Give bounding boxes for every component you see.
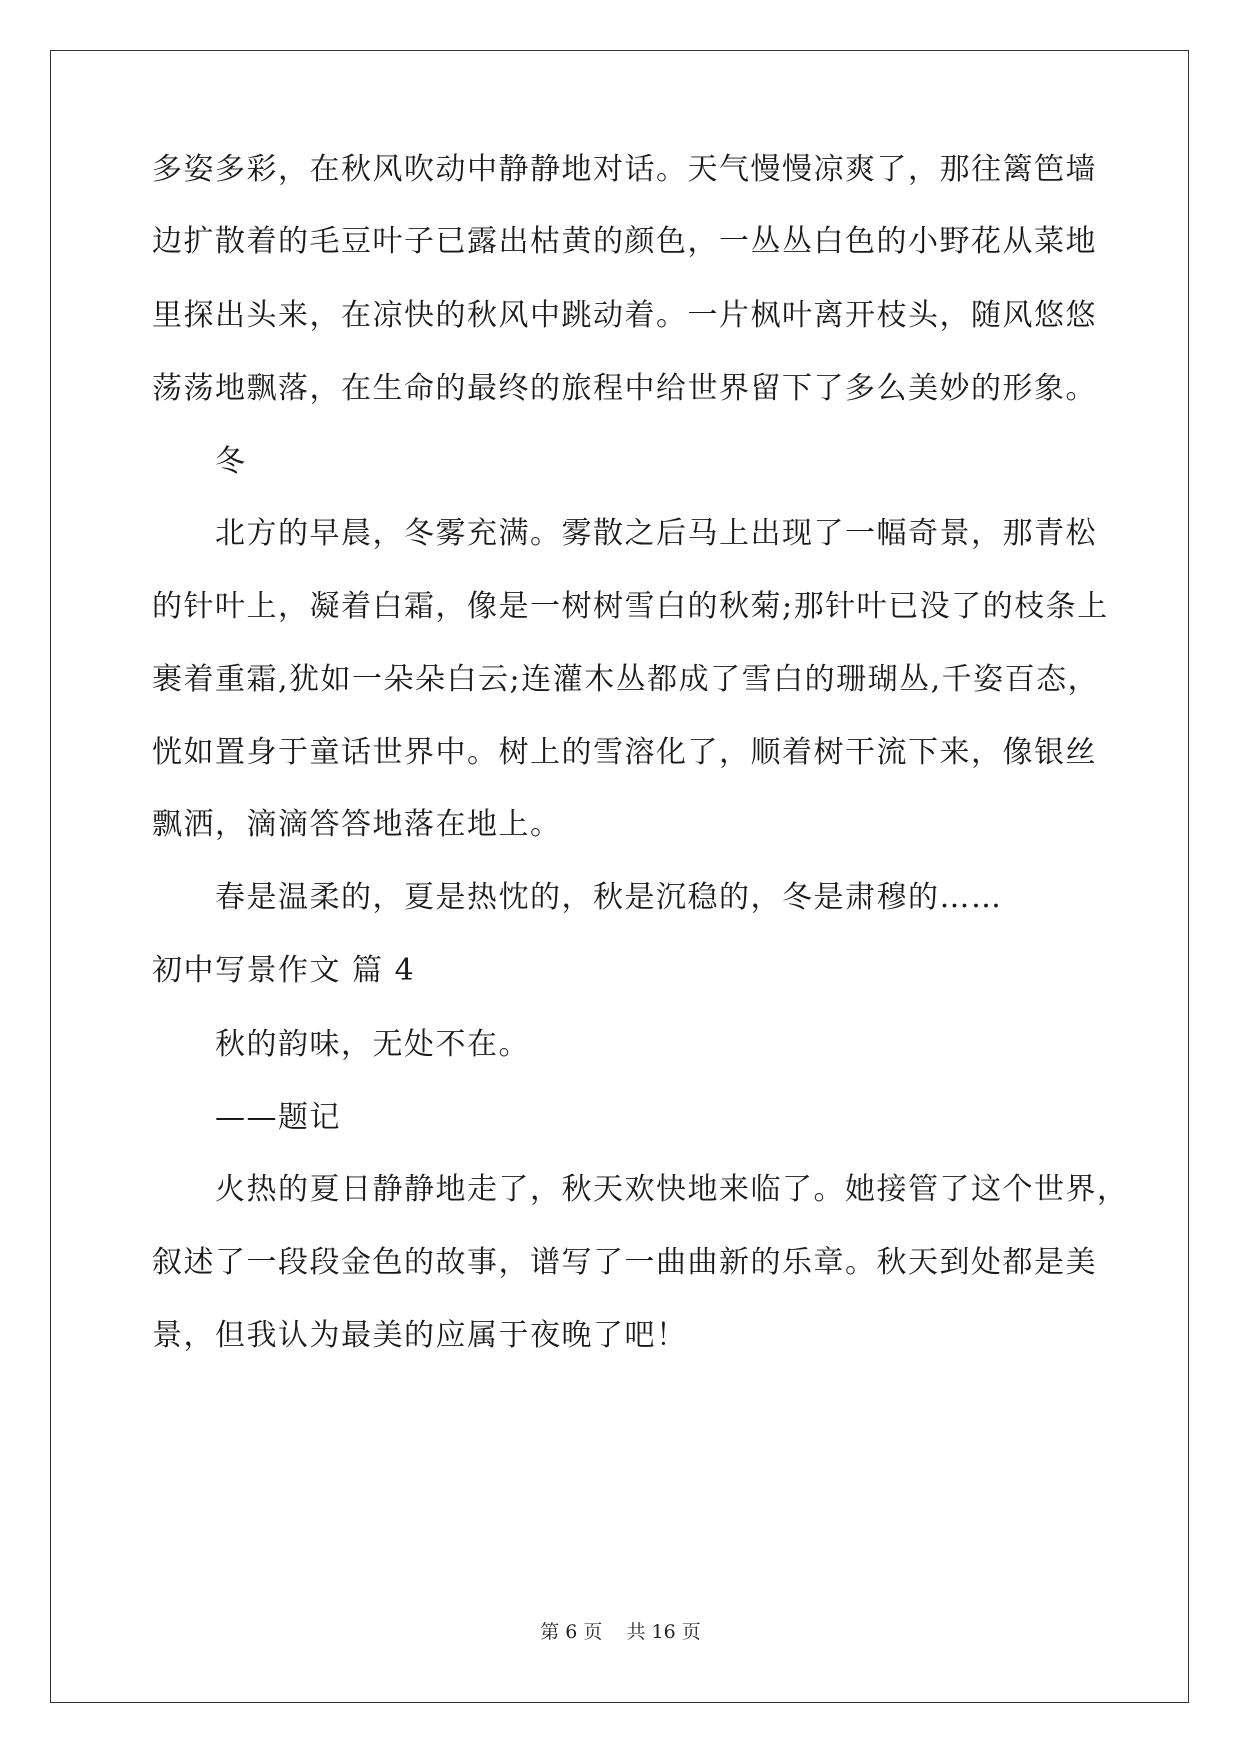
body-line: 的针叶上，凝着白霜，像是一树树雪白的秋菊;那针叶已没了的枝条上 <box>152 589 1109 624</box>
body-line: 多姿多彩，在秋风吹动中静静地对话。天气慢慢凉爽了，那往篱笆墙 <box>152 152 1097 187</box>
body-line: 里探出头来，在凉快的秋风中跳动着。一片枫叶离开枝头，随风悠悠 <box>152 298 1097 333</box>
page-footer <box>0 1620 1241 1644</box>
body-line: 边扩散着的毛豆叶子已露出枯黄的颜色，一丛丛白色的小野花从菜地 <box>152 224 1097 259</box>
body-line: 裹着重霜,犹如一朵朵白云;连灌木丛都成了雪白的珊瑚丛,千姿百态， <box>152 662 1100 697</box>
epigraph-attribution: ——题记 <box>215 1100 341 1135</box>
section-heading-winter: 冬 <box>215 444 247 479</box>
page-count: 共 16 页 <box>626 1621 701 1643</box>
essay-title: 初中写景作文 篇 4 <box>152 953 416 988</box>
body-line: 火热的夏日静静地走了，秋天欢快地来临了。她接管了这个世界， <box>215 1172 1129 1207</box>
body-line: 北方的早晨，冬雾充满。雾散之后马上出现了一幅奇景，那青松 <box>215 516 1097 551</box>
body-line: 飘洒，滴滴答答地落在地上。 <box>152 807 562 842</box>
body-line: 叙述了一段段金色的故事，谱写了一曲曲新的乐章。秋天到处都是美 <box>152 1245 1097 1280</box>
body-line: 荡荡地飘落，在生命的最终的旅程中给世界留下了多么美妙的形象。 <box>152 371 1097 406</box>
body-line: 恍如置身于童话世界中。树上的雪溶化了，顺着树干流下来，像银丝 <box>152 735 1097 770</box>
body-line: 春是温柔的，夏是热忱的，秋是沉稳的，冬是肃穆的…… <box>215 880 1003 915</box>
body-line: 景，但我认为最美的应属于夜晚了吧！ <box>152 1318 688 1353</box>
epigraph: 秋的韵味，无处不在。 <box>215 1027 530 1062</box>
page-number: 第 6 页 <box>540 1621 603 1643</box>
